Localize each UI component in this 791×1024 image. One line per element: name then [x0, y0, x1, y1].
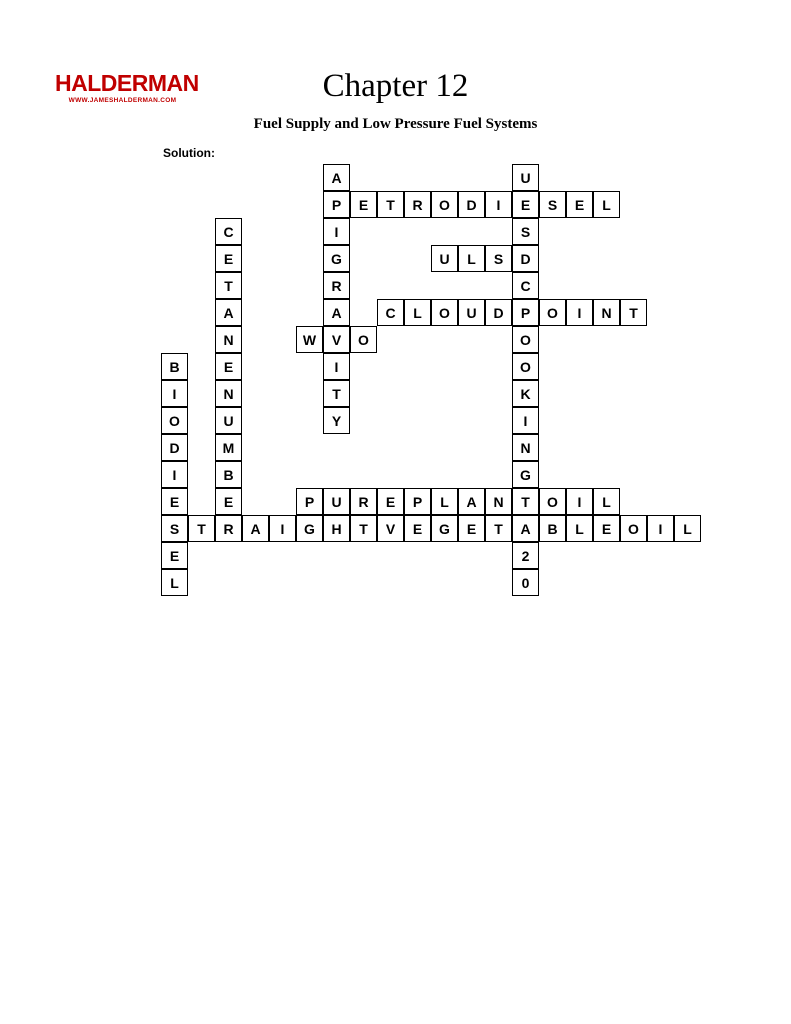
crossword-cell: E	[215, 353, 242, 380]
crossword-cell: O	[512, 326, 539, 353]
crossword-cell: S	[485, 245, 512, 272]
crossword-cell: I	[161, 380, 188, 407]
crossword-cell: E	[161, 542, 188, 569]
crossword-cell: R	[215, 515, 242, 542]
crossword-cell: D	[161, 434, 188, 461]
crossword-cell: G	[296, 515, 323, 542]
logo-url-text: WWW.JAMESHALDERMAN.COM	[68, 97, 177, 104]
crossword-cell: G	[323, 245, 350, 272]
crossword-cell: R	[323, 272, 350, 299]
crossword-cell: C	[215, 218, 242, 245]
crossword-cell: E	[215, 245, 242, 272]
crossword-cell: E	[161, 488, 188, 515]
crossword-cell: A	[512, 515, 539, 542]
crossword-cell: R	[404, 191, 431, 218]
crossword-cell: I	[485, 191, 512, 218]
crossword-cell: S	[539, 191, 566, 218]
crossword-cell: N	[593, 299, 620, 326]
crossword-cell: T	[188, 515, 215, 542]
crossword-cell: O	[161, 407, 188, 434]
crossword-cell: B	[539, 515, 566, 542]
crossword-cell: A	[458, 488, 485, 515]
crossword-cell: E	[377, 488, 404, 515]
crossword-cell: E	[566, 191, 593, 218]
crossword-cell: I	[323, 218, 350, 245]
crossword-cell: C	[377, 299, 404, 326]
crossword-cell: G	[431, 515, 458, 542]
crossword-cell: L	[674, 515, 701, 542]
crossword-cell: T	[323, 380, 350, 407]
crossword-cell: U	[458, 299, 485, 326]
crossword-cell: I	[512, 407, 539, 434]
crossword-cell: L	[593, 191, 620, 218]
crossword-cell: S	[512, 218, 539, 245]
crossword-cell: N	[485, 488, 512, 515]
crossword-cell: S	[161, 515, 188, 542]
crossword-cell: O	[350, 326, 377, 353]
crossword-cell: I	[566, 299, 593, 326]
crossword-cell: O	[512, 353, 539, 380]
crossword-cell: P	[323, 191, 350, 218]
page-title: Chapter 12	[322, 68, 469, 104]
crossword-cell: A	[215, 299, 242, 326]
crossword-cell: I	[566, 488, 593, 515]
crossword-cell: P	[404, 488, 431, 515]
crossword-cell: L	[593, 488, 620, 515]
crossword-cell: C	[512, 272, 539, 299]
crossword-cell: E	[350, 191, 377, 218]
crossword-cell: T	[620, 299, 647, 326]
crossword-cell: T	[512, 488, 539, 515]
crossword-cell: T	[485, 515, 512, 542]
crossword-cell: E	[215, 488, 242, 515]
crossword-cell: A	[323, 299, 350, 326]
crossword-cell: L	[404, 299, 431, 326]
crossword-cell: D	[512, 245, 539, 272]
crossword-cell: O	[431, 191, 458, 218]
crossword-cell: E	[404, 515, 431, 542]
crossword-cell: L	[161, 569, 188, 596]
crossword-cell: V	[377, 515, 404, 542]
crossword-cell: U	[215, 407, 242, 434]
crossword-cell: U	[512, 164, 539, 191]
crossword-cell: E	[593, 515, 620, 542]
crossword-cell: E	[458, 515, 485, 542]
crossword-cell: N	[215, 326, 242, 353]
crossword-cell: L	[566, 515, 593, 542]
crossword-cell: I	[161, 461, 188, 488]
page-subtitle: Fuel Supply and Low Pressure Fuel Systems	[253, 116, 538, 132]
crossword-cell: H	[323, 515, 350, 542]
crossword-cell: E	[512, 191, 539, 218]
crossword-cell: R	[350, 488, 377, 515]
crossword-cell: O	[620, 515, 647, 542]
crossword-cell: B	[161, 353, 188, 380]
crossword-cell: K	[512, 380, 539, 407]
crossword-cell: L	[458, 245, 485, 272]
crossword-cell: D	[458, 191, 485, 218]
crossword-cell: O	[539, 488, 566, 515]
crossword-cell: T	[215, 272, 242, 299]
crossword-cell: I	[323, 353, 350, 380]
crossword-cell: M	[215, 434, 242, 461]
crossword-cell: D	[485, 299, 512, 326]
crossword-cell: I	[269, 515, 296, 542]
logo-brand-text: HALDERMAN	[55, 70, 199, 96]
crossword-cell: N	[215, 380, 242, 407]
crossword-cell: A	[323, 164, 350, 191]
crossword-cell: G	[512, 461, 539, 488]
crossword-cell: T	[377, 191, 404, 218]
crossword-cell: U	[431, 245, 458, 272]
crossword-cell: 0	[512, 569, 539, 596]
crossword-cell: A	[242, 515, 269, 542]
crossword-cell: 2	[512, 542, 539, 569]
crossword-cell: L	[431, 488, 458, 515]
crossword-cell: I	[647, 515, 674, 542]
crossword-cell: N	[512, 434, 539, 461]
crossword-cell: P	[512, 299, 539, 326]
crossword-cell: V	[323, 326, 350, 353]
crossword-cell: Y	[323, 407, 350, 434]
crossword-cell: B	[215, 461, 242, 488]
crossword-cell: W	[296, 326, 323, 353]
crossword-cell: O	[431, 299, 458, 326]
crossword-cell: P	[296, 488, 323, 515]
solution-label: Solution:	[163, 146, 215, 160]
crossword-cell: U	[323, 488, 350, 515]
crossword-cell: T	[350, 515, 377, 542]
crossword-cell: O	[539, 299, 566, 326]
